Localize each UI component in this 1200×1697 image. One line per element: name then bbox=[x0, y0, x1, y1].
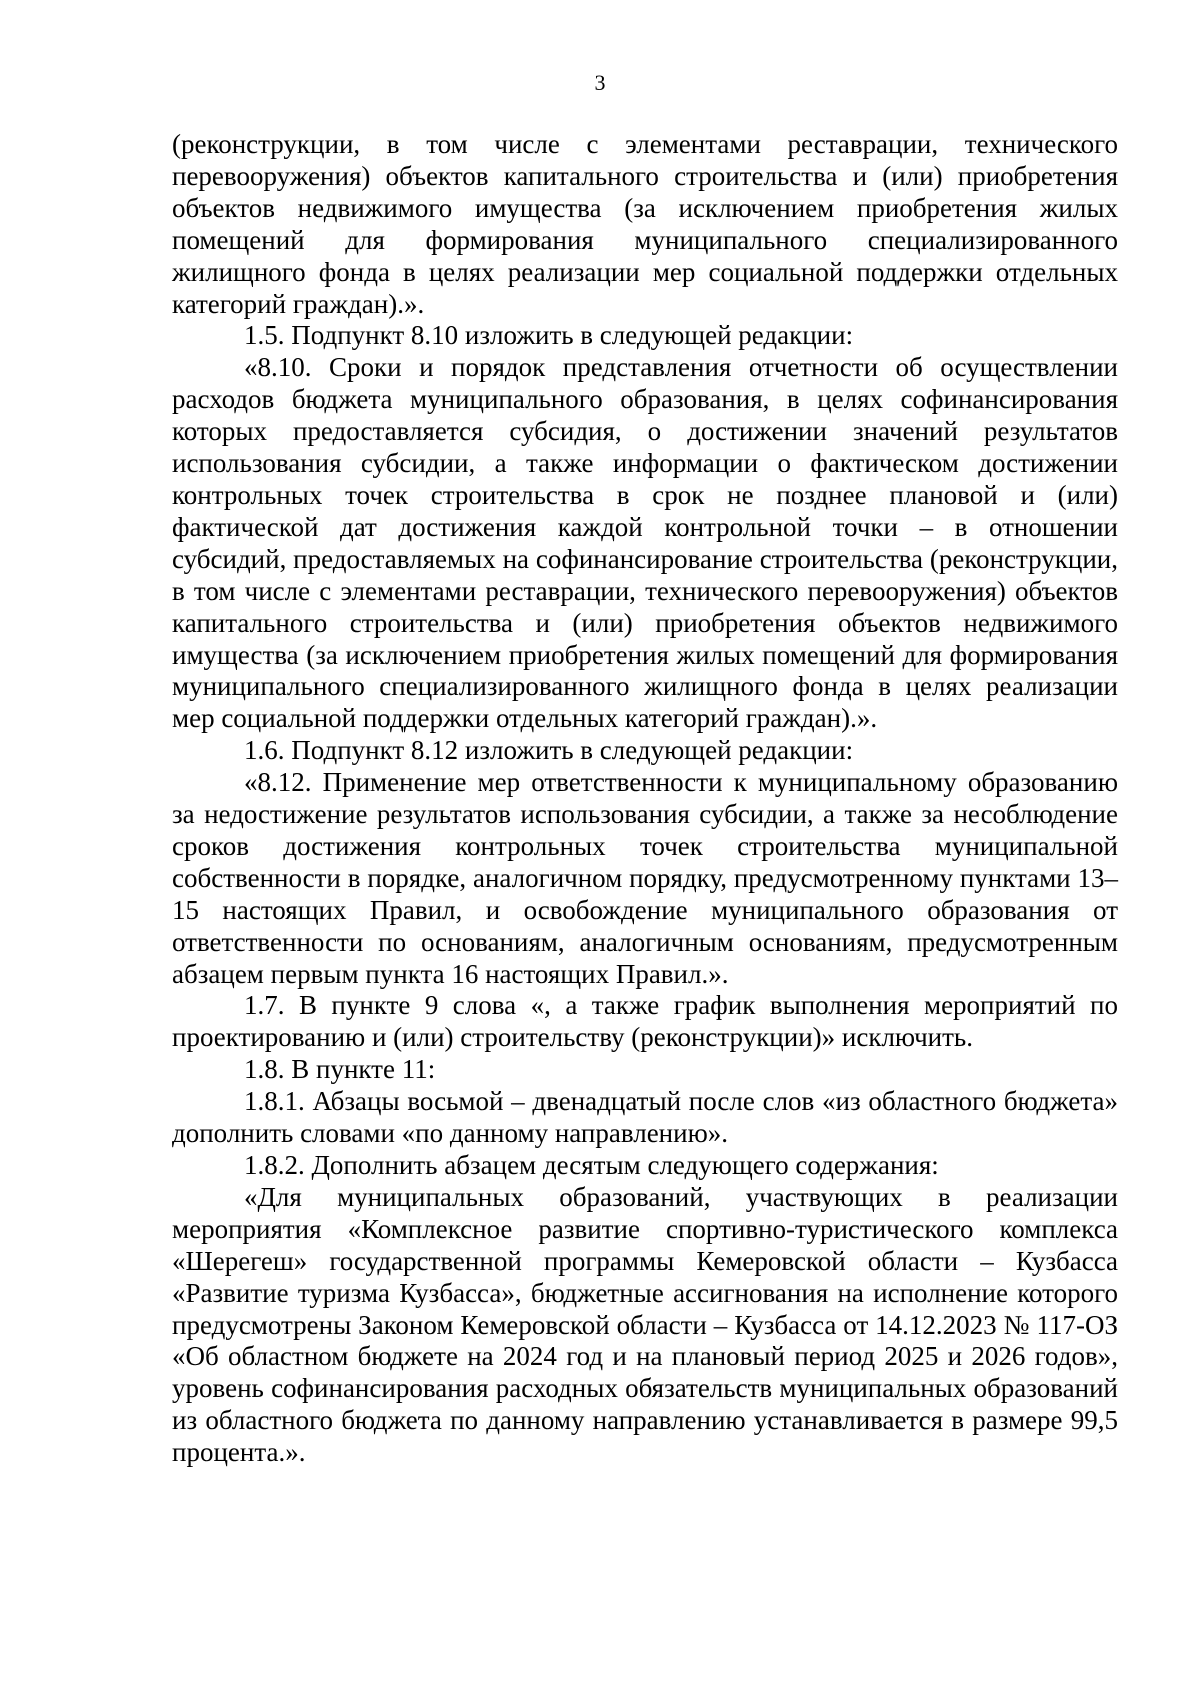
paragraph-quote: «Для муниципальных образований, участвующих в реализации мероприятия «Комплексное развитие спортивно-туристического комплекса «Шерегеш» государственной программы Кемеровской области – Кузбасса «Развитие туризма Кузбасса», бюджетные ассигнования на исполнение которого предусмотрены Законом Кемеровской области – Кузбасса от 14.12.2023 № 117-ОЗ «Об областном бюджете на 2024 год и на плановый период 2025 и 2026 годов», уровень софинансирования расходных обязательств муниципальных образований из областного бюджета по данному направлению устанавливается в размере 99,5 процента.». bbox=[172, 1181, 1118, 1468]
paragraph-1-5: 1.5. Подпункт 8.10 изложить в следующей редакции: bbox=[244, 320, 854, 351]
paragraph-continuation: (реконструкции, в том числе с элементами реставрации, технического перевооружения) объектов капитального строительства и (или) приобретения объектов недвижимого имущества (за исключением приобретения жилых помещений для формирования муниципального специализированного жилищного фонда в целях реализации мер социальной поддержки отдельных категорий граждан).». bbox=[172, 129, 1118, 319]
paragraph-8-10: «8.10. Сроки и порядок представления отчетности об осуществлении расходов бюджета муниципального образования, в целях софинансирования которых предоставляется субсидия, о достижении значений результатов использования субсидии, а также информации о фактическом достижении контрольных точек строительства в срок не позднее плановой и (или) фактической дат достижения каждой контрольной точки – в отношении субсидий, предоставляемых на софинансирование строительства (реконструкции, в том числе с элементами реставрации, технического перевооружения) объектов капитального строительства и (или) приобретения объектов недвижимого имущества (за исключением приобретения жилых помещений для формирования муниципального специализированного жилищного фонда в целях реализации мер социальной поддержки отдельных категорий граждан).». bbox=[172, 352, 1118, 734]
paragraph-1-8: 1.8. В пункте 11: bbox=[244, 1054, 436, 1085]
paragraph-1-8-1: 1.8.1. Абзацы восьмой – двенадцатый после слов «из областного бюджета» дополнить словами «по данному направлению». bbox=[172, 1086, 1118, 1149]
paragraph-1-6: 1.6. Подпункт 8.12 изложить в следующей редакции: bbox=[244, 735, 854, 766]
paragraph-1-8-2: 1.8.2. Дополнить абзацем десятым следующего содержания: bbox=[244, 1150, 939, 1180]
page-number: 3 bbox=[594, 70, 606, 95]
paragraph-8-12: «8.12. Применение мер ответственности к муниципальному образованию за недостижение результатов использования субсидии, а также за несоблюдение сроков достижения контрольных точек строительства муниципальной собственности в порядке, аналогичном порядку, предусмотренному пунктами 13–15 настоящих Правил, и освобождение муниципального образования от ответственности по основаниям, аналогичным основаниям, предусмотренным абзацем первым пункта 16 настоящих Правил.». bbox=[172, 767, 1118, 989]
paragraph-1-7: 1.7. В пункте 9 слова «, а также график выполнения мероприятий по проектированию и (или) строительству (реконструкции)» исключить. bbox=[172, 990, 1118, 1053]
document-body bbox=[172, 129, 1118, 1469]
